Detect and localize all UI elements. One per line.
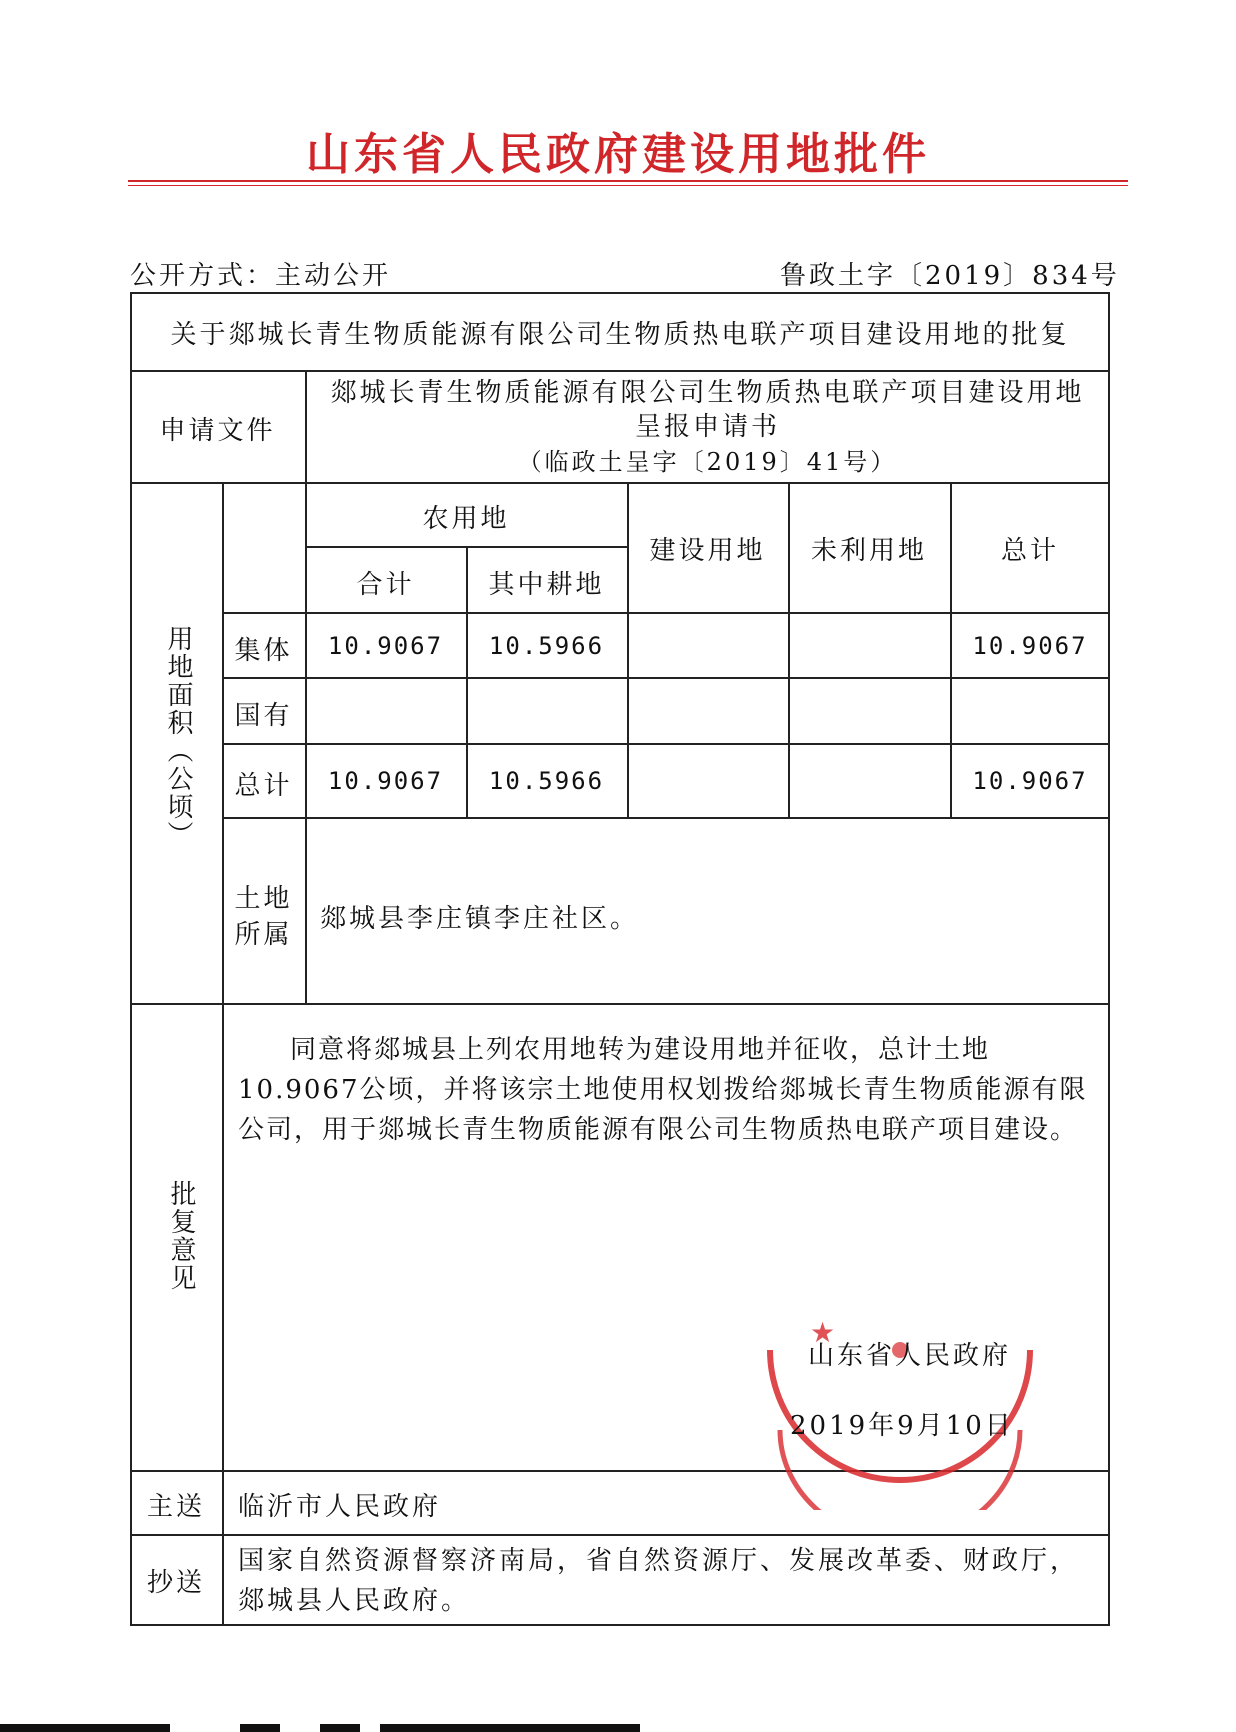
svg-text:★: ★	[810, 1316, 836, 1349]
header-construction: 建设用地	[649, 536, 766, 566]
cell-total-total: 10.9067	[972, 767, 1088, 795]
scan-edge-mark	[380, 1724, 640, 1732]
ownership-value: 郯城县李庄镇李庄社区。	[320, 904, 640, 934]
opinion-text: 同意将郯城县上列农用地转为建设用地并征收，总计土地10.9067公顷，并将该宗土地使用权划拨给郯城长青生物质能源有限公司，用于郯城长青生物质能源有限公司生物质热电联产项目建设。	[238, 1035, 1088, 1145]
application-line-2: 呈报申请书	[634, 412, 780, 442]
cc-label: 抄送	[146, 1568, 205, 1598]
row-line	[222, 677, 1110, 679]
issue-date: 2019年9月10日	[790, 1411, 1014, 1441]
scan-edge-mark	[320, 1724, 360, 1732]
ownership-label-1: 土地	[234, 884, 293, 914]
row-line	[130, 482, 1110, 484]
col-line	[222, 1003, 224, 1624]
table-border-right	[1108, 292, 1110, 1626]
header-agri: 农用地	[422, 504, 510, 534]
issuer-name: 山东省人民政府	[808, 1341, 1012, 1371]
col-line	[305, 482, 307, 1003]
subject-title: 关于郯城长青生物质能源有限公司生物质热电联产项目建设用地的批复	[170, 320, 1070, 350]
table-border-left	[130, 292, 132, 1626]
row-line	[222, 612, 1110, 614]
cc-line-2: 郯城县人民政府。	[238, 1586, 471, 1616]
document-title: 山东省人民政府建设用地批件	[306, 129, 930, 180]
header-agri-total: 合计	[356, 570, 415, 600]
cell-collective-agri-total: 10.9067	[327, 632, 444, 660]
row-label-collective: 集体	[234, 636, 293, 666]
cell-total-agri-arable: 10.5966	[488, 767, 605, 795]
header-agri-arable: 其中耕地	[488, 570, 605, 600]
header-total: 总计	[1000, 536, 1059, 566]
scan-edge-mark	[240, 1724, 280, 1732]
application-line-1: 郯城长青生物质能源有限公司生物质热电联产项目建设用地	[330, 378, 1085, 408]
row-label-state: 国有	[234, 701, 293, 731]
table-border-top	[130, 292, 1110, 294]
row-label-total: 总计	[234, 771, 293, 801]
document-number: 鲁政土字〔2019〕834号	[780, 261, 1120, 291]
main-recipient-value: 临沂市人民政府	[238, 1492, 442, 1522]
cell-total-agri-total: 10.9067	[327, 767, 444, 795]
ownership-label-2: 所属	[234, 920, 293, 950]
application-line-3: （临政土呈字〔2019〕41号）	[517, 448, 898, 476]
cc-line-1: 国家自然资源督察济南局，省自然资源厅、发展改革委、财政厅，	[238, 1546, 1080, 1576]
cell-collective-total: 10.9067	[972, 632, 1088, 660]
opinion-label: 批复意见	[166, 1180, 196, 1292]
row-line	[130, 1534, 1110, 1536]
row-line	[130, 1003, 1110, 1005]
area-label: 用地面积（公顷）	[163, 625, 193, 849]
header-unused: 未利用地	[810, 536, 927, 566]
row-line	[222, 743, 1110, 745]
scan-edge-mark	[0, 1724, 170, 1732]
cell-collective-agri-arable: 10.5966	[488, 632, 605, 660]
row-line	[222, 817, 1110, 819]
table-border-bottom	[130, 1624, 1110, 1626]
disclosure-mode: 公开方式：主动公开	[130, 261, 392, 291]
title-rule-thin	[128, 185, 1128, 186]
application-label: 申请文件	[159, 416, 276, 446]
main-recipient-label: 主送	[146, 1492, 205, 1522]
title-rule-thick	[128, 180, 1128, 182]
